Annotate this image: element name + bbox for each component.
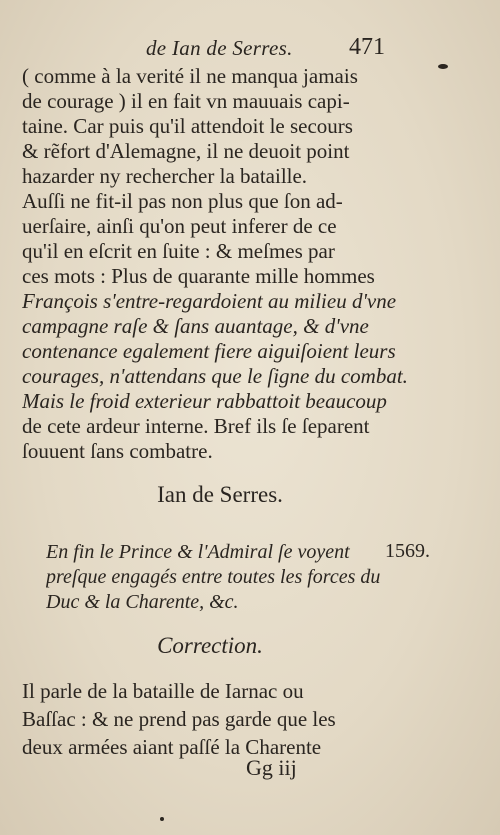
text-line: & rẽfort d'Alemagne, il ne deuoit point	[22, 139, 350, 163]
text-line: deux armées aiant paſſé la Charente	[22, 735, 322, 759]
text-line: Il parle de la bataille de Iarnac ou	[22, 679, 304, 703]
main-text	[22, 64, 444, 464]
ink-spot	[438, 64, 448, 69]
quoted-line: Mais le froid exterieur rabbattoit beaucoup	[22, 389, 387, 413]
quoted-line: campagne raſe & ſans auantage, & d'vne	[22, 314, 369, 338]
text-line: Baſſac : & ne prend pas garde que les	[22, 707, 336, 731]
text-line: de cete ardeur interne. Bref ils ſe ſeparent	[22, 414, 370, 438]
page-number: 471	[349, 34, 385, 60]
quote-line: En fin le Prince & l'Admiral ſe voyent	[46, 541, 350, 563]
quoted-line: contenance egalement fiere aiguiſoient leurs	[22, 339, 396, 363]
text-line: hazarder ny rechercher la bataille.	[22, 164, 308, 188]
quoted-line: François s'entre-regardoient au milieu d'vne	[22, 289, 397, 313]
text-line: ( comme à la verité il ne manqua jamais	[22, 64, 358, 88]
text-line: qu'il en eſcrit en ſuite : & meſmes par	[22, 239, 335, 263]
quote-line: Duc & la Charente, &c.	[46, 591, 239, 613]
running-head: de Ian de Serres.	[146, 36, 293, 60]
margin-year: 1569.	[385, 540, 430, 562]
correction-title: Correction.	[157, 633, 263, 658]
section-title: Ian de Serres.	[157, 482, 283, 507]
signature-mark: Gg iij	[246, 755, 297, 780]
text-line: taine. Car puis qu'il attendoit le secours	[22, 114, 353, 138]
text-line: uerſaire, ainſi qu'on peut inferer de ce	[22, 214, 337, 238]
text-line: de courage ) il en fait vn mauuais capi-	[22, 89, 350, 113]
quote-line: preſque engagés entre toutes les forces du	[46, 566, 381, 588]
quoted-line: courages, n'attendans que le ſigne du combat.	[22, 364, 408, 388]
correction-text	[22, 677, 452, 761]
text-line: ſouuent ſans combatre.	[22, 439, 213, 463]
text-line: Auſſi ne fit-il pas non plus que ſon ad-	[22, 189, 343, 213]
page-header	[0, 34, 500, 66]
ink-spot	[160, 817, 164, 821]
text-line: ces mots : Plus de quarante mille hommes	[22, 264, 375, 288]
